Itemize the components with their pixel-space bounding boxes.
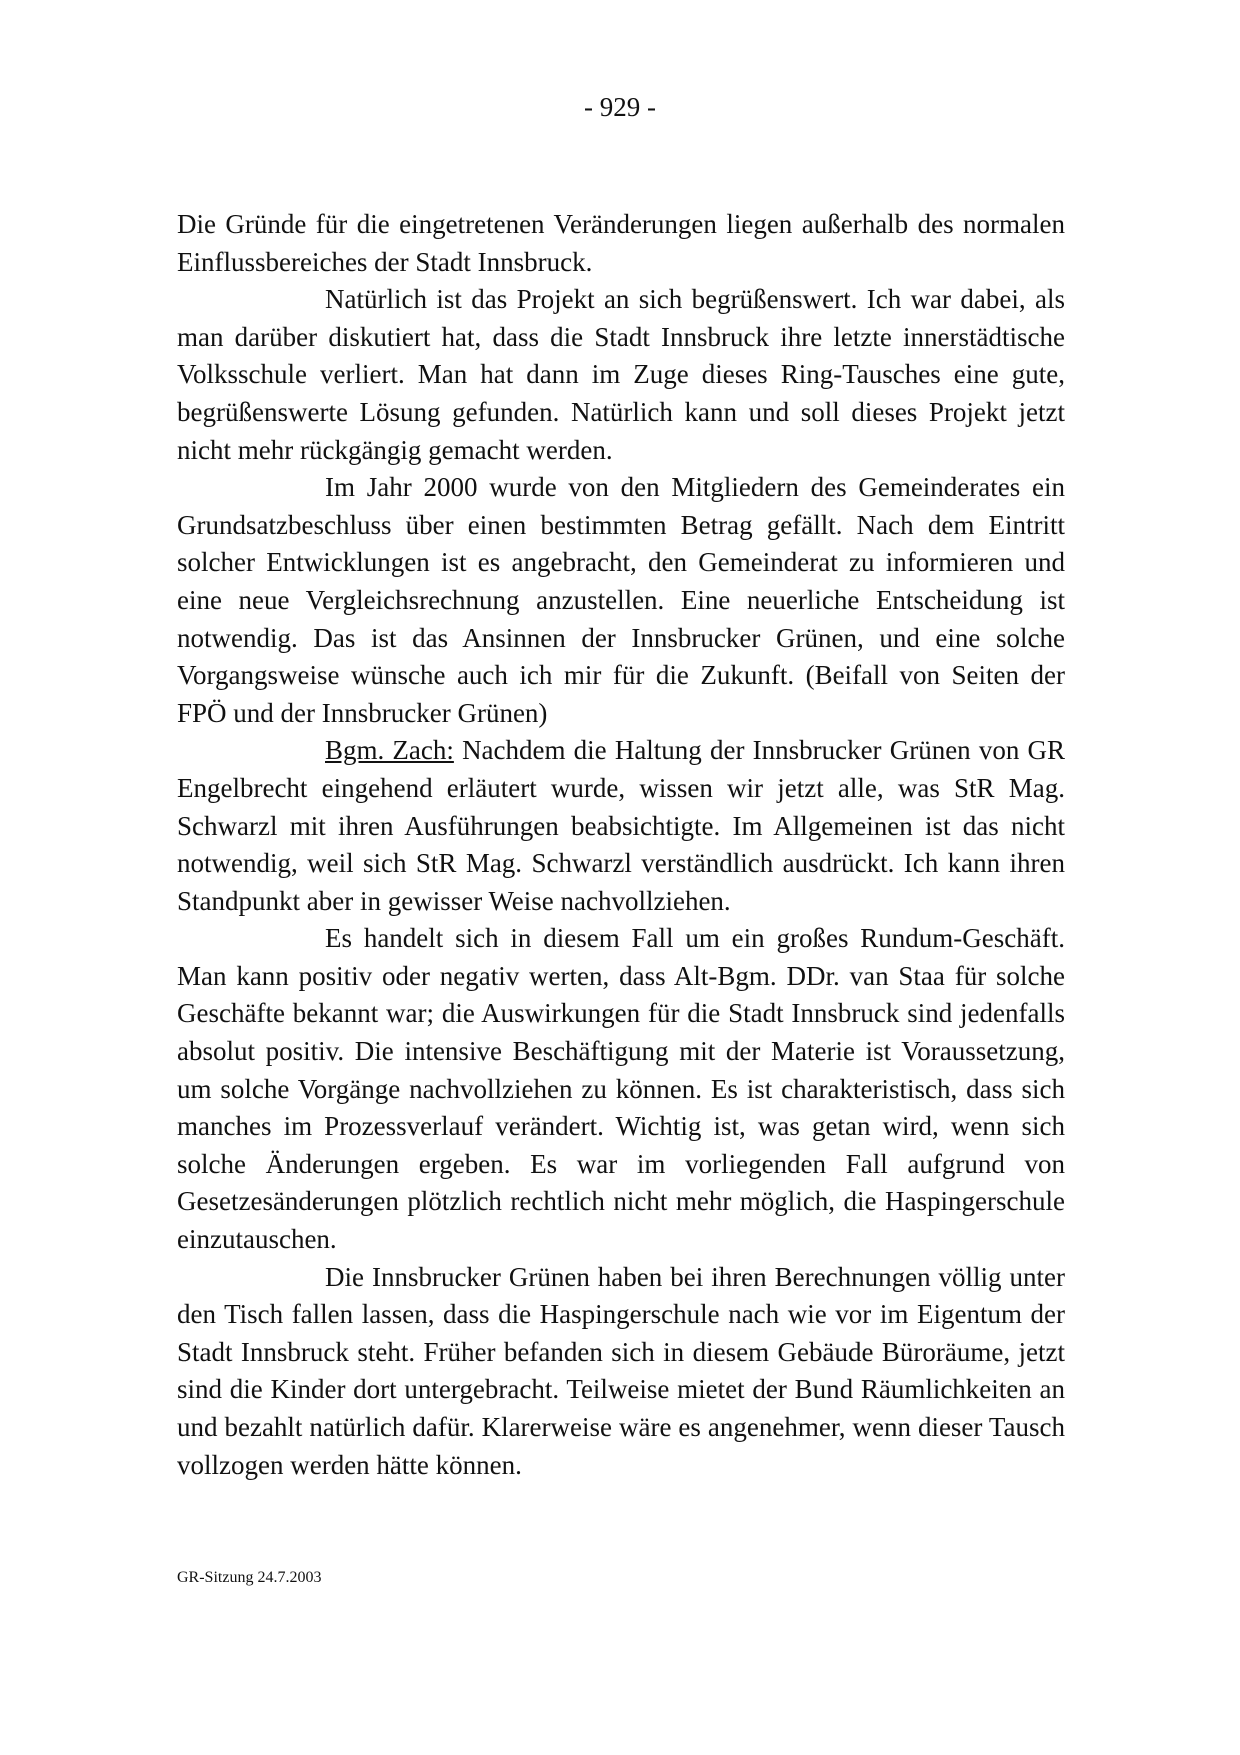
paragraph: Im Jahr 2000 wurde von den Mitgliedern des Gemeinderates ein Grundsatzbeschluss über einen bestimmten Betrag gefällt. Nach dem Eintritt solcher Entwicklungen ist es angebracht, den Gemeinderat zu informieren und eine neue Vergleichsrechnung anzustellen. Eine neuerliche Entscheidung ist notwendig. Das ist das Ansinnen der Innsbrucker Grünen, und eine solche Vorgangsweise wünsche auch ich mir für die Zukunft. (Beifall von Seiten der FPÖ und der Innsbrucker Grünen) [177, 472, 1065, 728]
speaker-text: Nachdem die Haltung der Innsbrucker Grünen von GR Engelbrecht eingehend erläutert wurde, wissen wir jetzt alle, was StR Mag. Schwarzl mit ihren Ausführungen beabsichtigte. Im Allgemeinen ist das nicht notwendig, weil sich StR Mag. Schwarzl verständlich ausdrückt. Ich kann ihren Standpunkt aber in gewisser Weise nachvollziehen. [177, 735, 1066, 916]
footer-session-date: GR-Sitzung 24.7.2003 [177, 1569, 322, 1586]
paragraph: Es handelt sich in diesem Fall um ein großes Rundum-Geschäft. Man kann positiv oder negativ werten, dass Alt-Bgm. DDr. van Staa für solche Geschäfte bekannt war; die Auswirkungen für die Stadt Innsbruck sind jedenfalls absolut positiv. Die intensive Beschäftigung mit der Materie ist Voraussetzung, um solche Vorgänge nachvollziehen zu können. Es ist charakteristisch, dass sich manches im Prozessverlauf verändert. Wichtig ist, was getan wird, wenn sich solche Änderungen ergeben. Es war im vorliegenden Fall aufgrund von Gesetzesänderungen plötzlich rechtlich nicht mehr möglich, die Haspingerschule einzutauschen. [177, 923, 1065, 1255]
paragraph: Die Gründe für die eingetretenen Veränderungen liegen außerhalb des normalen Einflussbereiches der Stadt Innsbruck. [177, 209, 1065, 277]
document-body [177, 206, 1065, 1484]
paragraph-speaker [177, 732, 1065, 920]
speaker-name: Bgm. Zach: [325, 735, 454, 766]
page-number: - 929 - [584, 92, 656, 122]
paragraph: Natürlich ist das Projekt an sich begrüßenswert. Ich war dabei, als man darüber diskutiert hat, dass die Stadt Innsbruck ihre letzte innerstädtische Volksschule verliert. Man hat dann im Zuge dieses Ring-Tausches eine gute, begrüßenswerte Lösung gefunden. Natürlich kann und soll dieses Projekt jetzt nicht mehr rückgängig gemacht werden. [177, 284, 1065, 465]
paragraph: Die Innsbrucker Grünen haben bei ihren Berechnungen völlig unter den Tisch fallen lassen, dass die Haspingerschule nach wie vor im Eigentum der Stadt Innsbruck steht. Früher befanden sich in diesem Gebäude Büroräume, jetzt sind die Kinder dort untergebracht. Teilweise mietet der Bund Räumlichkeiten an und bezahlt natürlich dafür. Klarerweise wäre es angenehmer, wenn dieser Tausch vollzogen werden hätte können. [177, 1261, 1065, 1480]
